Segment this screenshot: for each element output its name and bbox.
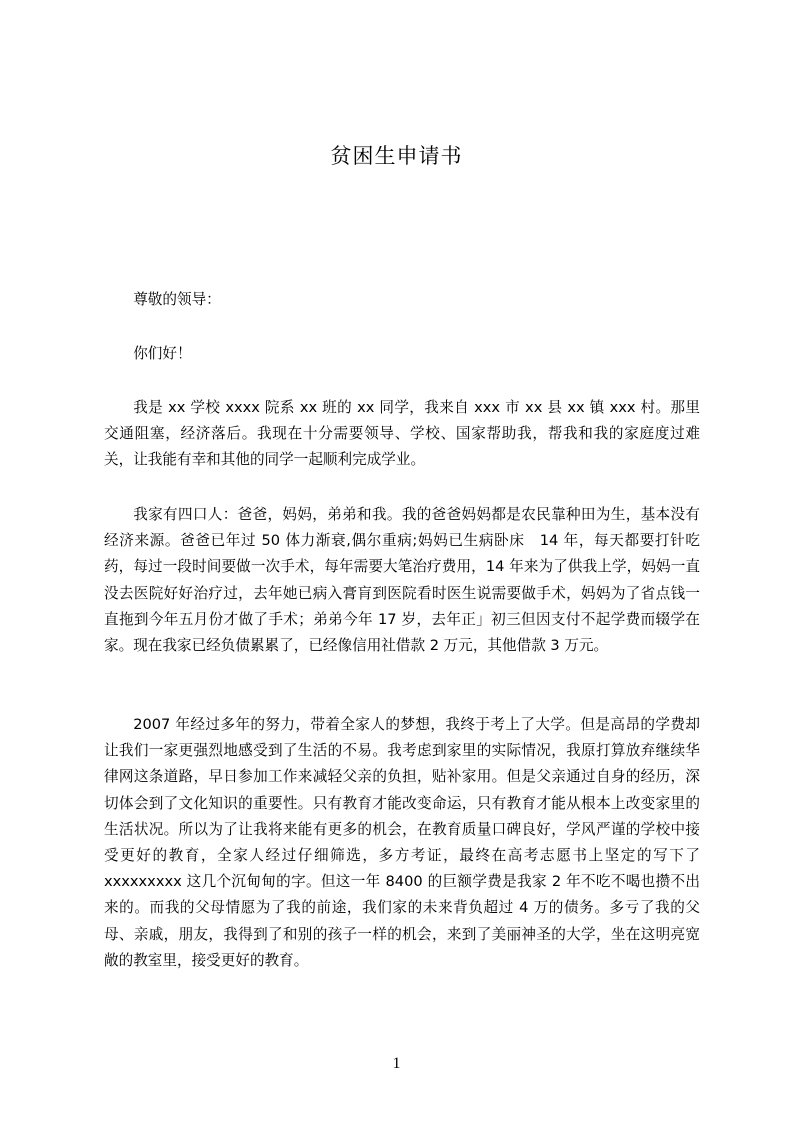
paragraph-family-situation: 我家有四口人：爸爸，妈妈，弟弟和我。我的爸爸妈妈都是农民靠种田为生，基本没有经济来源。爸爸已年过 50 体力渐衰,偶尔重病;妈妈已生病卧床 14 年，每天都要打针吃药，每过一段时间要做一次手术，每年需要大笔治疗费用，14 年来为了供我上学，妈妈一直没去医院好好治疗过，去年她已病入膏肓到医院看时医生说需要做手术，妈妈为了省点钱一直拖到今年五月份才做了手术；弟弟今年 17 岁，去年正」初三但因支付不起学费而辍学在家。现在我家已经负债累累了，已经像信用社借款 2 万元，其他借款 3 万元。 bbox=[104, 506, 700, 655]
document-title: 贫困生申请书 bbox=[330, 144, 463, 168]
greeting: 你们好！ bbox=[133, 345, 192, 362]
paragraph-introduction: 我是 xx 学校 xxxx 院系 xx 班的 xx 同学，我来自 xxx 市 xx 县 xx 镇 xxx 村。那里交通阻塞，经济落后。我现在十分需要领导、学校、国家帮助我，帮我和我的家庭度过难关，让我能有幸和其他的同学一起顺利完成学业。 bbox=[104, 399, 700, 469]
paragraph-college-admission: 2007 年经过多年的努力，带着全家人的梦想，我终于考上了大学。但是高昂的学费却让我们一家更强烈地感受到了生活的不易。我考虑到家里的实际情况，我原打算放弃继续华律网这条道路，早日参加工作来减轻父亲的负担，贴补家用。但是父亲通过自身的经历，深切体会到了文化知识的重要性。只有教育才能改变命运，只有教育才能从根本上改变家里的生活状况。所以为了让我将来能有更多的机会，在教育质量口碑良好，学风严谨的学校中接受更好的教育，全家人经过仔细筛选，多方考证，最终在高考志愿书上坚定的写下了 xxxxxxxxx 这几个沉甸甸的字。但这一年 8400 的巨额学费是我家 2 年不吃不喝也攒不出来的。而我的父母情愿为了我的前途，我们家的未来背负超过 4 万的债务。多亏了我的父母、亲戚，朋友，我得到了和别的孩子一样的机会，来到了美丽神圣的大学，坐在这明亮宽敞的教室里，接受更好的教育。 bbox=[104, 716, 700, 969]
salutation: 尊敬的领导： bbox=[133, 291, 221, 308]
page-number: 1 bbox=[392, 1055, 401, 1072]
